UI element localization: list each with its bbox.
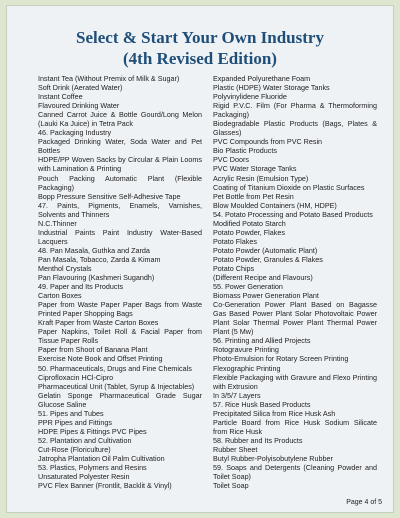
list-item: Instant Tea (Without Premix of Milk & Sugar) (38, 74, 180, 83)
list-item: Paper Napkins, Toilet Roll & Facial Paper from Tissue Paper Rolls (38, 327, 202, 346)
list-item: Particle Board from Rice Husk Sodium Silicate from Rice Husk (213, 417, 377, 436)
page-subtitle: (4th Revised Edition) (123, 49, 277, 68)
list-item: Rigid P.V.C. Film (For Pharma & Thermoforming Packaging) (213, 101, 377, 120)
list-item: Coating of Titanium Dioxide on Plastic Surfaces (213, 182, 365, 192)
list-item: Bio Plastic Products (213, 146, 277, 156)
list-item: Acrylic Resin (Emulsion Type) (213, 173, 309, 183)
list-item: Paper from Shoot of Banana Plant (38, 345, 148, 355)
list-item: Exercise Note Book and Offset Printing (38, 354, 163, 364)
list-item: Polyvinylidene Fluoride (213, 92, 287, 102)
list-item: Rotogravure Printing (213, 345, 279, 355)
list-item: PVC Water Storage Tanks (213, 164, 297, 174)
list-item: Plastic (HDPE) Water Storage Tanks (213, 83, 330, 93)
list-item: 46. Packaging Industry (38, 128, 112, 138)
list-item: 48. Pan Masala, Guthka and Zarda (38, 245, 150, 255)
list-item: PVC Flex Banner (Frontlit, Backlit & Vinyl) (38, 481, 172, 491)
list-item: Butyl Rubber-Polyisobutylene Rubber (213, 453, 333, 463)
list-item: Potato Powder (Automatic Plant) (213, 245, 318, 255)
list-item: 47. Paints, Pigments, Enamels, Varnishes, Solvents and Thinners (38, 200, 202, 219)
list-item: Flavoured Drinking Water (38, 101, 120, 111)
list-item: Photo-Emulsion for Rotary Screen Printing (213, 354, 349, 364)
list-item: Unsaturated Polyester Resin (38, 472, 130, 482)
list-item: Rubber Sheet (213, 444, 258, 454)
list-item: PVC Compounds from PVC Resin (213, 137, 323, 147)
list-item: Co-Generation Power Plant Based on Bagasse Gas Based Power Plant Solar Photovoltaic Power Plant Solar Thermal Power Plant Thermal Power Plant (5 Mw) (213, 300, 377, 337)
list-item: Packaged Drinking Water, Soda Water and Pet Bottles (38, 137, 202, 156)
list-item: (Different Recipe and Flavours) (213, 273, 313, 283)
list-item: Pan Flavouring (Kashmeri Sugandh) (38, 273, 155, 283)
list-item: 49. Paper and Its Products (38, 282, 124, 292)
list-item: Potato Flakes (213, 236, 257, 246)
list-item: Expanded Polyurethane Foam (213, 74, 311, 83)
list-item: Pouch Packing Automatic Plant (Flexible Packaging) (38, 173, 202, 192)
list-item: 51. Pipes and Tubes (38, 408, 104, 418)
page-title: Select & Start Your Own Industry (76, 28, 324, 47)
list-item: Ciprofloxacin HCl-Cipro (38, 372, 114, 382)
list-item: Bopp Pressure Sensitive Self-Adhesive Tape (38, 191, 181, 201)
list-item: Pet Bottle from Pet Resin (213, 191, 294, 201)
list-item: HDPE/PP Woven Sacks by Circular & Plain Looms with Lamination & Printing (38, 155, 202, 174)
list-item: Toilet Soap (213, 481, 249, 491)
list-item: PVC Doors (213, 155, 249, 165)
list-item: PPR Pipes and Fittings (38, 417, 112, 427)
list-item: Precipitated Silica from Rice Husk Ash (213, 408, 336, 418)
right-column (213, 74, 377, 490)
list-item: 55. Power Generation (213, 282, 283, 292)
page-number: Page 4 of 5 (346, 499, 382, 506)
list-item: 59. Soaps and Detergents (Cleaning Powder and Toilet Soap) (213, 463, 377, 482)
list-item: 58. Rubber and Its Products (213, 435, 303, 445)
list-item: 57. Rice Husk Based Products (213, 399, 311, 409)
list-item: In 3/5/7 Layers (213, 390, 261, 400)
list-item: Pharmaceutical Unit (Tablet, Syrup & Injectables) (38, 381, 195, 391)
list-item: Gelatin Sponge Pharmaceutical Grade Sugar Glucose Saline (38, 390, 202, 409)
list-item: Biomass Power Generation Plant (213, 291, 319, 301)
list-item: Potato Powder, Flakes (213, 227, 285, 237)
list-item: Kraft Paper from Waste Carton Boxes (38, 318, 159, 328)
list-item: Menthol Crystals (38, 263, 92, 273)
list-item: Pan Masala, Tobacco, Zarda & Kimam (38, 254, 161, 264)
list-item: Modified Potato Starch (213, 218, 286, 228)
left-column (38, 74, 202, 490)
list-item: 50. Pharmaceuticals, Drugs and Fine Chemicals (38, 363, 192, 373)
list-item: 52. Plantation and Cultivation (38, 435, 132, 445)
list-item: 54. Potato Processing and Potato Based Products (213, 209, 373, 219)
list-item: Instant Coffee (38, 92, 83, 102)
list-item: Jatropha Plantation Oil Palm Cultivation (38, 453, 165, 463)
list-item: Biodegradable Plastic Products (Bags, Plates & Glasses) (213, 119, 377, 138)
list-item: Potato Chips (213, 263, 255, 273)
list-item: 53. Plastics, Polymers and Resins (38, 463, 147, 473)
list-item: Potato Powder, Granules & Flakes (213, 254, 323, 264)
list-item: Paper from Waste Paper Paper Bags from Waste Printed Paper Shopping Bags (38, 300, 202, 319)
list-item: Soft Drink (Aerated Water) (38, 83, 123, 93)
document-page (6, 5, 394, 513)
list-item: Canned Carrot Juice & Bottle Gourd/Long Melon (Lauki Ka Juice) in Tetra Pack (38, 110, 202, 129)
list-item: Carton Boxes (38, 291, 82, 301)
list-item: Flexible Packaging with Gravure and Flexo Printing with Extrusion (213, 372, 377, 391)
list-item: HDPE Pipes & Fittings PVC Pipes (38, 426, 147, 436)
list-item: Flexographic Printing (213, 363, 281, 373)
list-item: Cut-Rose (Floriculture) (38, 444, 111, 454)
list-item: Industrial Paints Paint Industry Water-Based Lacquers (38, 227, 202, 246)
list-item: N.C.Thinner (38, 218, 77, 228)
list-item: Blow Moulded Containers (HM, HDPE) (213, 200, 337, 210)
list-item: 56. Printing and Allied Projects (213, 336, 311, 346)
